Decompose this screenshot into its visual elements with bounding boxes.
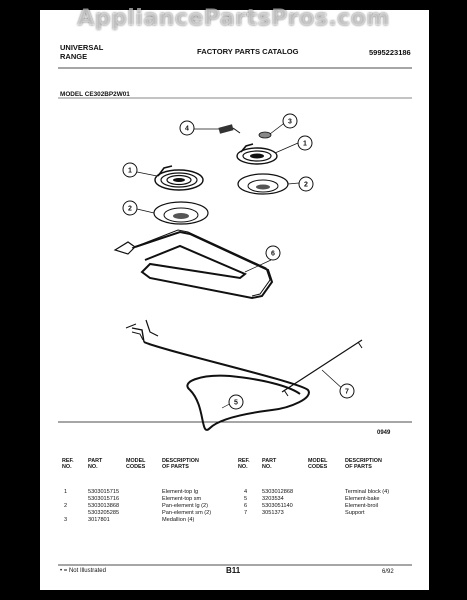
callout-4 [180,121,194,135]
callout-2-left [123,201,137,215]
part-no: 5303051140 [262,503,293,509]
callout-7 [340,384,354,398]
brand-line-2: RANGE [60,52,88,61]
surface-element-right [237,144,277,164]
broil-element [115,230,272,298]
callout-1-right [298,136,312,150]
ref-no: 4 [244,489,248,495]
part-description: Element-bake [345,496,380,502]
part-description: Pan-element sm (2) [162,510,212,516]
part-description: Element-top sm [162,496,202,502]
svg-text:2: 2 [128,205,132,213]
part-description: Element-broil [345,503,378,509]
ref-no: 6 [244,503,248,509]
figure-code: 0949 [377,430,391,436]
callout-1-left [123,163,137,177]
callout-6 [266,246,280,260]
ref-no: 5 [244,496,248,502]
medallion [259,132,271,138]
drip-pan-right [238,174,288,194]
part-no: 5303205285 [88,510,120,516]
part-no: 3203534 [262,496,284,502]
col-header-ref-right: REF. NO. [238,458,250,470]
svg-text:4: 4 [185,125,189,133]
terminal-block [218,124,240,133]
part-no: 5303015716 [88,496,120,502]
ref-no: 7 [244,510,248,516]
part-no: 5303012868 [262,489,294,495]
surface-element-left [155,166,203,190]
part-description: Terminal block (4) [345,489,390,495]
col-header-part-right: PART NO. [262,458,277,470]
col-header-model-left: MODEL CODES [126,458,146,470]
svg-text:7: 7 [345,388,349,396]
ref-no: 2 [64,503,68,509]
model-label: MODEL CE302BP2W01 [60,91,130,98]
svg-text:1: 1 [303,140,307,148]
part-no: 3051373 [262,510,284,516]
ref-no: 3 [64,517,68,523]
drip-pan-left [154,202,208,224]
svg-text:5: 5 [234,399,238,407]
catalog-title: FACTORY PARTS CATALOG [197,47,299,56]
part-no: 5303015715 [88,489,120,495]
col-header-desc-left: DESCRIPTION OF PARTS [162,458,199,470]
svg-text:3: 3 [288,118,292,126]
part-description: Medallion (4) [162,517,195,523]
col-header-model-right: MODEL CODES [308,458,328,470]
page-code: B11 [226,566,241,575]
bake-element [126,320,309,430]
svg-text:1: 1 [128,167,132,175]
svg-text:6: 6 [271,250,275,258]
callout-2-right [299,177,313,191]
leader-lines [137,118,345,408]
part-description: Element-top lg [162,489,199,495]
catalog-number: 5995223186 [369,48,411,57]
part-no: 5303013868 [88,503,120,509]
brand-line-1: UNIVERSAL [60,43,104,52]
site-watermark: AppliancePartsPros.com [77,6,390,31]
col-header-part-left: PART NO. [88,458,103,470]
col-header-desc-right: DESCRIPTION OF PARTS [345,458,382,470]
part-no: 3017801 [88,517,110,523]
not-illustrated-note: • = Not Illustrated [60,568,106,574]
callout-5 [229,395,243,409]
callout-3 [283,114,297,128]
catalog-page [40,10,429,590]
part-description: Support [345,510,365,516]
col-header-ref-left: REF. NO. [62,458,74,470]
ref-no: 1 [64,489,68,495]
svg-text:2: 2 [304,181,308,189]
catalog-date: 6/92 [382,569,394,575]
part-description: Pan-element lg (2) [162,503,209,509]
